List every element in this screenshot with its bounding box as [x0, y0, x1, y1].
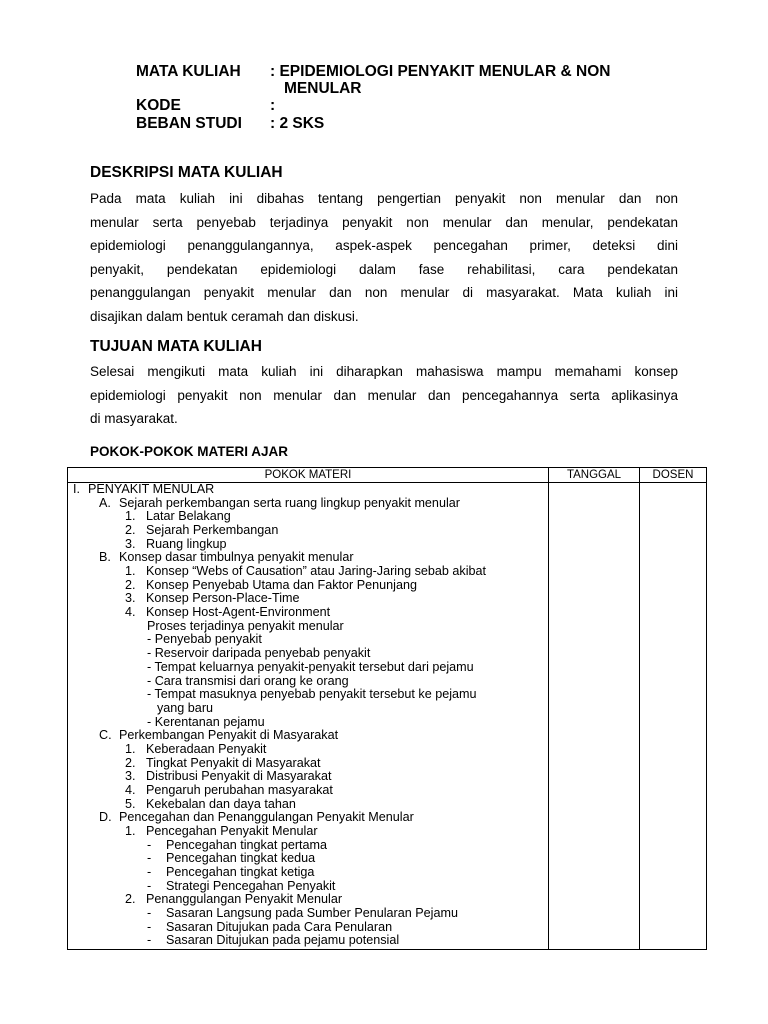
column-header-dosen: DOSEN: [652, 469, 694, 481]
row-text: Konsep Penyebab Utama dan Faktor Penunjang: [146, 577, 417, 592]
row-text: Pencegahan tingkat kedua: [166, 851, 316, 866]
row-text: Pengaruh perubahan masyarakat: [146, 782, 333, 797]
deskripsi-title: DESKRIPSI MATA KULIAH: [90, 164, 283, 181]
tujuan-line: epidemiologi penyakit non menular dan menular dan pencegahannya serta aplikasinya: [90, 387, 678, 403]
row-text: Pencegahan dan Penanggulangan Penyakit Menular: [119, 810, 414, 825]
row-text: - Kerentanan pejamu: [147, 714, 265, 729]
row-marker: 4.: [125, 782, 136, 797]
materi-table: [67, 467, 707, 950]
tujuan-line: Selesai mengikuti mata kuliah ini diharapkan mahasiswa mampu memahami konsep: [90, 364, 678, 379]
row-marker: B.: [99, 550, 111, 565]
row-text: - Cara transmisi dari orang ke orang: [147, 673, 349, 688]
row-marker: -: [147, 906, 152, 921]
kode-value: :: [270, 97, 276, 114]
row-text: Sasaran Langsung pada Sumber Penularan Pejamu: [166, 906, 458, 921]
row-text: Pencegahan tingkat ketiga: [166, 865, 315, 880]
row-text: Proses terjadinya penyakit menular: [147, 618, 344, 633]
beban-label: BEBAN STUDI: [136, 115, 242, 132]
row-marker: 4.: [125, 605, 136, 620]
row-text: Perkembangan Penyakit di Masyarakat: [119, 728, 339, 743]
row-marker: -: [147, 851, 152, 866]
mata-kuliah-value-cont: MENULAR: [284, 80, 362, 97]
row-text: Pencegahan tingkat pertama: [166, 837, 328, 852]
row-text: Konsep “Webs of Causation” atau Jaring-Jaring sebab akibat: [146, 564, 486, 579]
row-text: Sasaran Ditujukan pada Cara Penularan: [166, 919, 393, 934]
row-text: Tingkat Penyakit di Masyarakat: [146, 755, 321, 770]
row-text: Keberadaan Penyakit: [146, 741, 267, 756]
kode-label: KODE: [136, 97, 181, 114]
row-marker: A.: [99, 495, 111, 510]
row-marker: 2.: [125, 755, 136, 770]
row-text: Konsep dasar timbulnya penyakit menular: [119, 550, 354, 565]
deskripsi-line: penyakit, pendekatan epidemiologi dalam fase rehabilitasi, cara pendekatan: [90, 261, 678, 277]
row-text: Kekebalan dan daya tahan: [146, 796, 296, 811]
deskripsi-line: menular serta penyebab terjadinya penyakit non menular dan menular, pendekatan: [90, 214, 678, 230]
column-divider: [548, 468, 549, 949]
deskripsi-line: Pada mata kuliah ini dibahas tentang pengertian penyakit non menular dan non: [90, 191, 678, 206]
row-marker: 1.: [125, 824, 136, 838]
column-header-pokok: POKOK MATERI: [264, 469, 352, 481]
tujuan-paragraph: [90, 360, 678, 431]
deskripsi-paragraph: [90, 187, 678, 329]
row-text: Ruang lingkup: [146, 536, 227, 551]
deskripsi-line: epidemiologi penanggulangannya, aspek-aspek pencegahan primer, deteksi dini: [90, 238, 678, 254]
row-text: - Tempat keluarnya penyakit-penyakit tersebut dari pejamu: [147, 659, 474, 674]
row-marker: C.: [99, 728, 112, 743]
row-text: Pencegahan Penyakit Menular: [146, 824, 318, 838]
row-text: Distribusi Penyakit di Masyarakat: [146, 769, 332, 784]
row-marker: 1.: [125, 564, 136, 579]
row-marker: 2.: [125, 577, 136, 592]
row-text: Sasaran Ditujukan pada pejamu potensial: [166, 933, 400, 948]
column-divider: [639, 468, 640, 949]
row-marker: -: [147, 878, 152, 893]
deskripsi-line: disajikan dalam bentuk ceramah dan diskusi.: [90, 308, 359, 324]
row-marker: 2.: [125, 523, 136, 538]
deskripsi-line: penanggulangan penyakit menular dan non menular di masyarakat. Mata kuliah ini: [90, 285, 678, 301]
pokok-title: POKOK-POKOK MATERI AJAR: [90, 444, 289, 459]
tujuan-line: di masyarakat.: [90, 411, 178, 427]
row-text: Konsep Person-Place-Time: [146, 591, 300, 606]
row-text: Latar Belakang: [146, 509, 231, 524]
row-marker: I.: [73, 482, 80, 496]
row-text: Konsep Host-Agent-Environment: [146, 605, 331, 620]
row-text: Strategi Pencegahan Penyakit: [166, 878, 336, 893]
row-text: PENYAKIT MENULAR: [88, 482, 215, 496]
row-text: - Penyebab penyakit: [147, 632, 262, 647]
row-marker: -: [147, 933, 152, 948]
tujuan-title: TUJUAN MATA KULIAH: [90, 338, 262, 355]
column-header-tanggal: TANGGAL: [566, 469, 622, 481]
row-marker: 5.: [125, 796, 136, 811]
row-marker: -: [147, 865, 152, 880]
row-text: - Reservoir daripada penyebab penyakit: [147, 646, 371, 661]
row-marker: 2.: [125, 892, 136, 907]
beban-value: : 2 SKS: [270, 115, 325, 132]
mata-kuliah-value: : EPIDEMIOLOGI PENYAKIT MENULAR & NON: [270, 63, 611, 80]
row-marker: 1.: [125, 509, 136, 524]
row-marker: 1.: [125, 741, 136, 756]
row-text: Sejarah perkembangan serta ruang lingkup penyakit menular: [119, 495, 460, 510]
row-marker: -: [147, 837, 152, 852]
row-marker: 3.: [125, 769, 136, 784]
row-text: Penanggulangan Penyakit Menular: [146, 892, 343, 907]
row-text: Sejarah Perkembangan: [146, 523, 279, 538]
row-marker: D.: [99, 810, 112, 825]
row-marker: 3.: [125, 591, 136, 606]
row-text: yang baru: [157, 700, 214, 715]
row-text: - Tempat masuknya penyebab penyakit tersebut ke pejamu: [147, 687, 477, 702]
mata-kuliah-label: MATA KULIAH: [136, 63, 241, 80]
row-marker: -: [147, 919, 152, 934]
row-marker: 3.: [125, 536, 136, 551]
